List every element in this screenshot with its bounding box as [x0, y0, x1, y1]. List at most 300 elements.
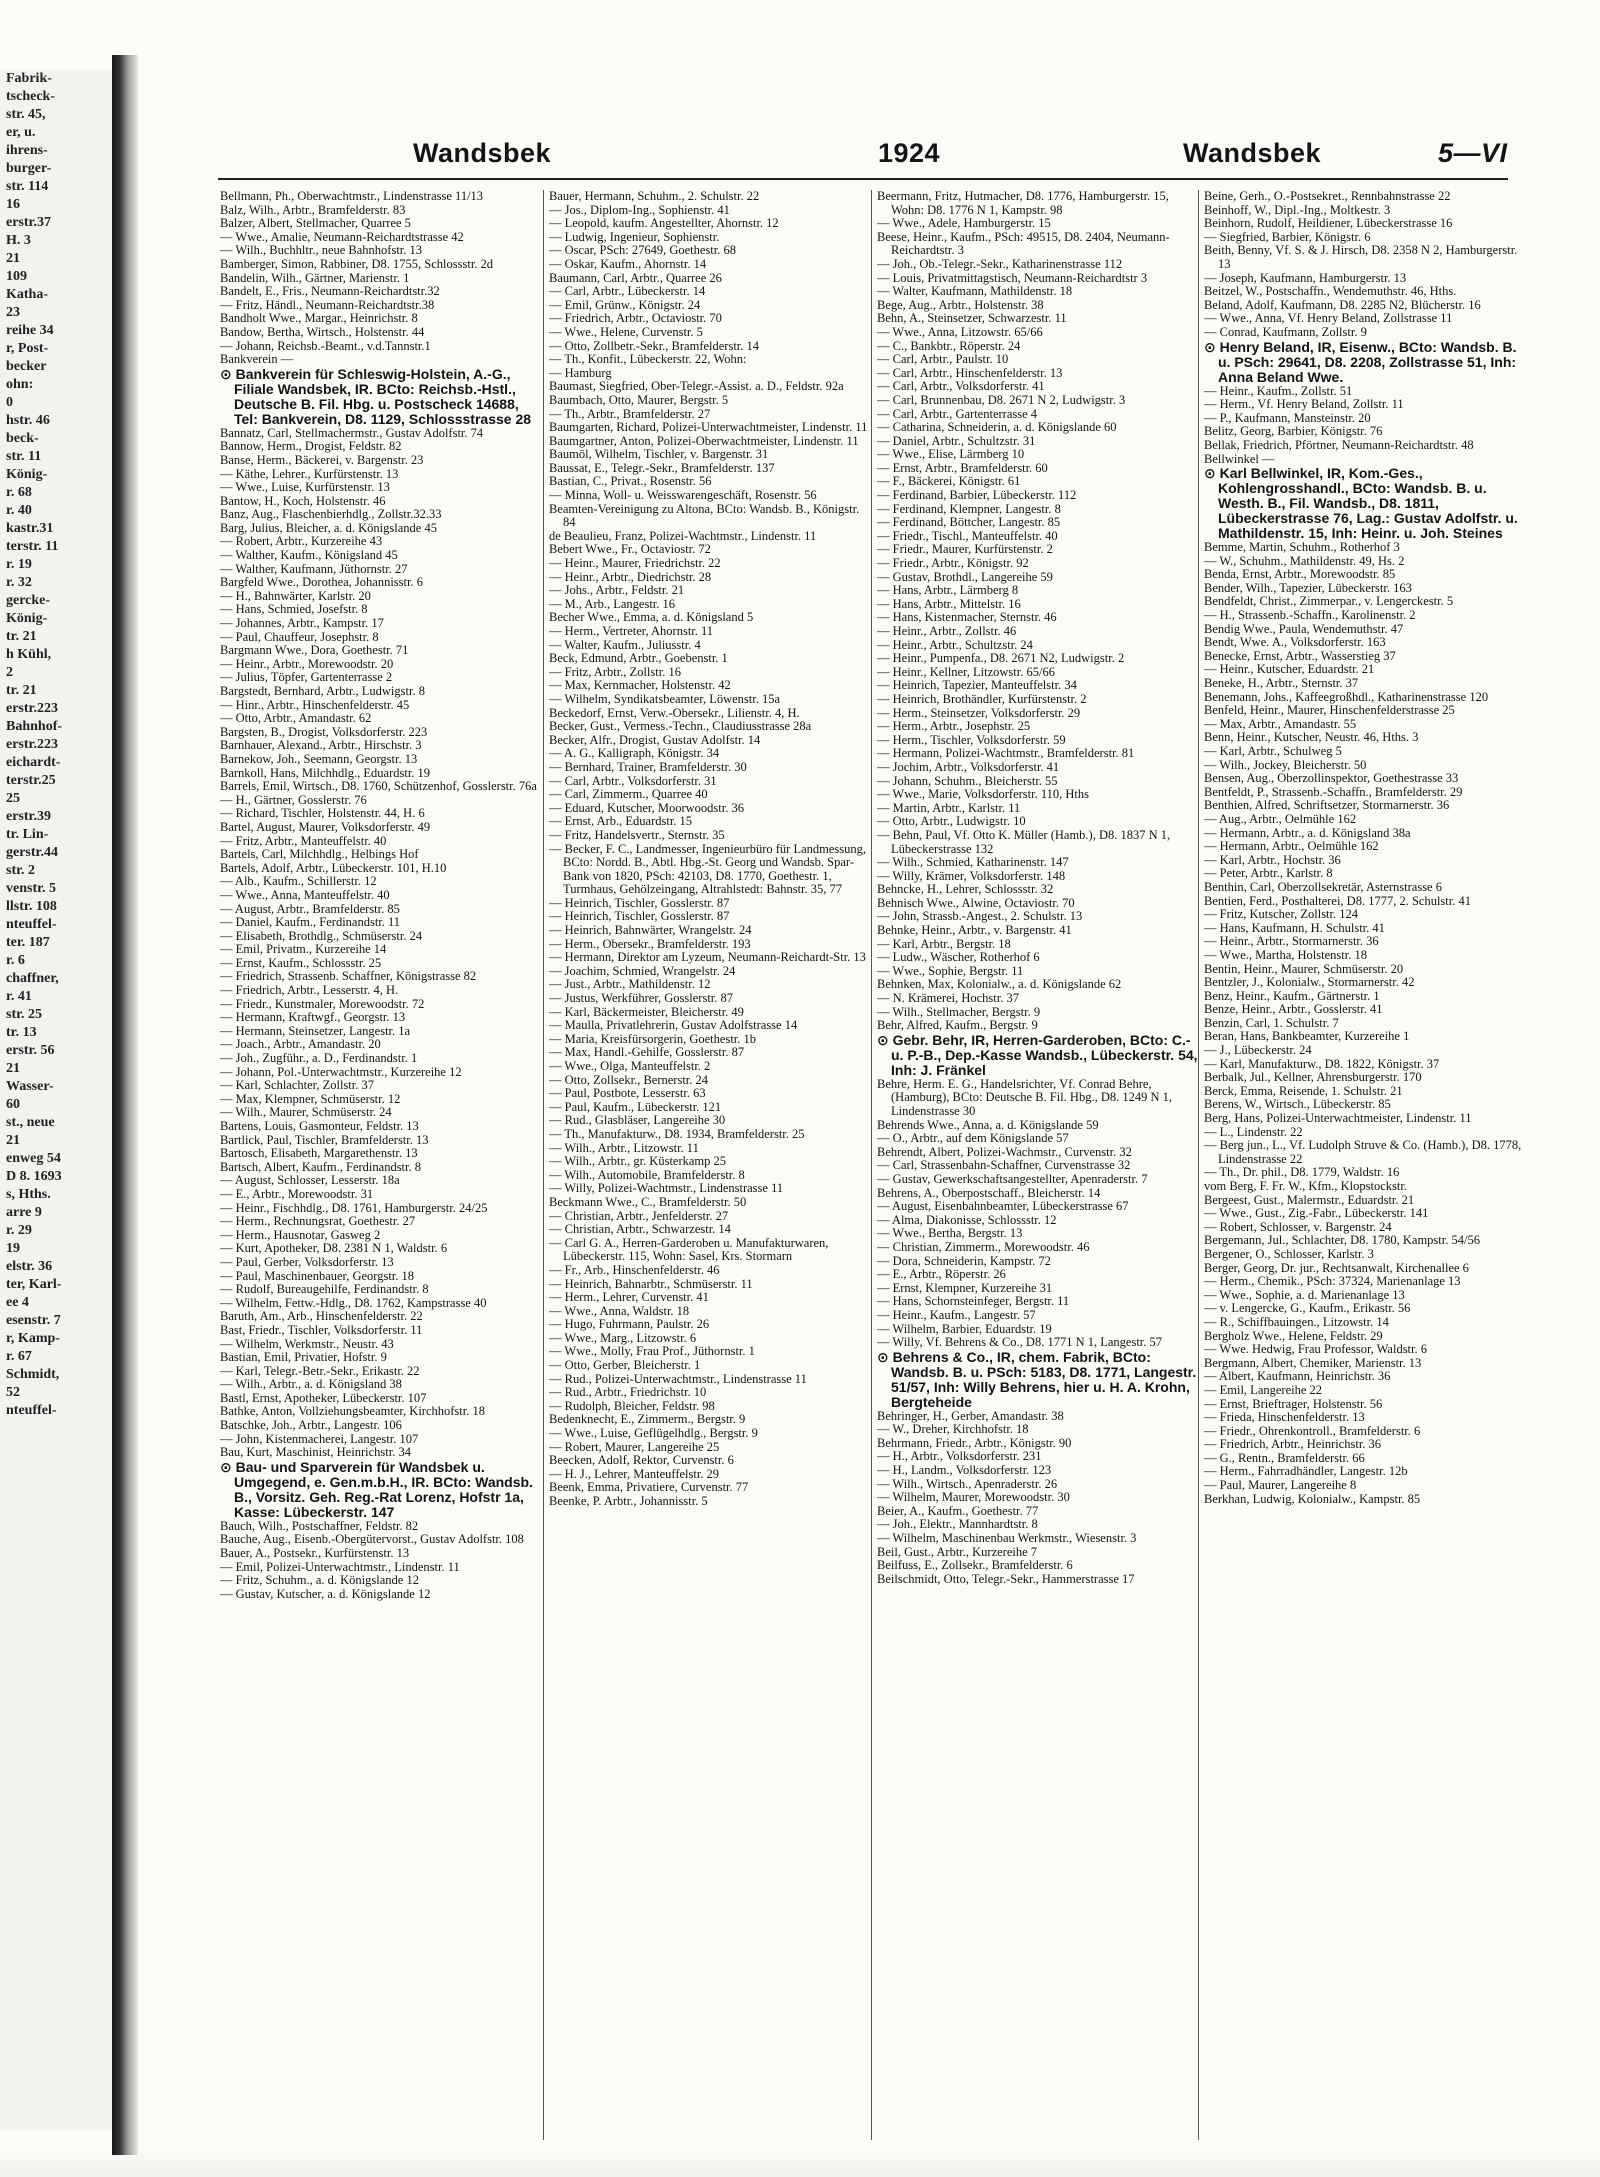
directory-entry: — Fritz, Kutscher, Zollstr. 124: [1204, 907, 1358, 922]
directory-entry: — Otto, Gerber, Bleicherstr. 1: [549, 1358, 701, 1373]
directory-entry: — Otto, Arbtr., Ludwigstr. 10: [877, 814, 1026, 829]
previous-page-fragment: König-: [6, 611, 48, 626]
directory-entry: — Wwe., Gust., Zig.-Fabr., Lübeckerstr. 141: [1204, 1206, 1429, 1221]
directory-entry: Bauer, Hermann, Schuhm., 2. Schulstr. 22: [549, 190, 760, 203]
previous-page-fragment: kastr.31: [6, 521, 54, 536]
previous-page-fragment: 2: [6, 665, 13, 680]
directory-entry: ⊙ Behrens & Co., IR, chem. Fabrik, BCto: Wandsb. B. u. PSch: 5183, D8. 1771, Langestr. 51/57, Inh: Willy Behrens, hier u. H. A. Krohn, Bergteheide: [877, 1348, 1197, 1410]
directory-entry: Beine, Gerh., O.-Postsekret., Rennbahnstrasse 22: [1204, 190, 1451, 203]
directory-entry: — Carl, Arbtr., Volksdorferstr. 31: [549, 773, 717, 788]
directory-entry: Becker, Gust., Vermess.-Techn., Claudiusstrasse 28a: [549, 719, 812, 734]
directory-entry: — A. G., Kalligraph, Königstr. 34: [549, 746, 720, 761]
directory-entry: — Joh., Ob.-Telegr.-Sekr., Katharinenstrasse 112: [877, 256, 1123, 271]
previous-page-fragment: ee 4: [6, 1295, 29, 1310]
directory-entry: — Friedr., Tischl., Manteuffelstr. 40: [877, 528, 1058, 543]
directory-entry: Bandow, Bertha, Wirtsch., Holstenstr. 44: [220, 324, 425, 339]
directory-entry: — Daniel, Kaufm., Ferdinandstr. 11: [220, 915, 401, 930]
directory-column-2: [549, 190, 871, 2140]
directory-entry: — Walther, Kaufm., Königsland 45: [220, 548, 398, 563]
directory-entry: Bandelt, E., Fris., Neumann-Reichardtstr.32: [220, 284, 440, 299]
directory-entry: Behnken, Max, Kolonialw., a. d. Königslande 62: [877, 977, 1122, 992]
directory-entry: Bergholz Wwe., Helene, Feldstr. 29: [1204, 1328, 1383, 1343]
previous-page-fragment: str. 114: [6, 179, 49, 194]
previous-page-fragment: str. 45,: [6, 107, 46, 122]
previous-page-fragment: ter, Karl-: [6, 1277, 62, 1292]
directory-entry: Bellmann, Ph., Oberwachtmstr., Lindenstrasse 11/13: [220, 190, 484, 203]
directory-entry: — Paul, Chauffeur, Josephstr. 8: [220, 629, 379, 644]
directory-entry: Baumgarten, Richard, Polizei-Unterwachtmeister, Lindenstr. 11: [549, 420, 868, 435]
directory-entry: Bannow, Herm., Drogist, Feldstr. 82: [220, 439, 402, 454]
directory-entry: Baussat, E., Telegr.-Sekr., Bramfelderstr. 137: [549, 460, 775, 475]
directory-entry: — Wwe. Hedwig, Frau Professor, Waldstr. 6: [1204, 1342, 1428, 1357]
directory-entry: — August, Eisenbahnbeamter, Lübeckerstrasse 67: [877, 1199, 1129, 1214]
directory-entry: — Louis, Privatmittagstisch, Neumann-Reichardtstr 3: [877, 270, 1148, 285]
directory-entry: Berg, Hans, Polizei-Unterwachtmeister, Lindenstr. 11: [1204, 1111, 1472, 1126]
directory-entry: Bensen, Aug., Oberzollinspektor, Goethestrasse 33: [1204, 771, 1459, 786]
directory-entry: — Conrad, Kaufmann, Zollstr. 9: [1204, 324, 1367, 339]
directory-entry: — Ernst, Arbtr., Bramfelderstr. 60: [877, 460, 1048, 475]
directory-entry: — Robert, Schlosser, v. Bargenstr. 24: [1204, 1219, 1392, 1234]
directory-entry: Bau, Kurt, Maschinist, Heinrichstr. 34: [220, 1445, 411, 1460]
directory-entry: — Wilh., Automobile, Bramfelderstr. 8: [549, 1167, 745, 1182]
directory-entry: — E., Arbtr., Röperstr. 26: [877, 1267, 1006, 1282]
directory-entry: Berger, Georg, Dr. jur., Rechtsanwalt, Kirchenallee 6: [1204, 1260, 1469, 1275]
directory-entry: — Max, Kernmacher, Holstenstr. 42: [549, 678, 731, 693]
directory-entry: Beinhoff, W., Dipl.-Ing., Moltkestr. 3: [1204, 202, 1391, 217]
previous-page-fragment: r, Kamp-: [6, 1331, 60, 1346]
directory-entry: Bergemann, Jul., Schlachter, D8. 1780, Kampstr. 54/56: [1204, 1233, 1480, 1248]
directory-entry: — Max, Handl.-Gehilfe, Gosslerstr. 87: [549, 1045, 745, 1060]
directory-entry: — Albert, Kaufmann, Heinrichstr. 36: [1204, 1369, 1391, 1384]
directory-entry: Beenke, P. Arbtr., Johannisstr. 5: [549, 1494, 708, 1508]
previous-page-fragment: str. 11: [6, 449, 42, 464]
previous-page-fragment: reihe 34: [6, 323, 54, 338]
directory-entry: Berkhan, Ludwig, Kolonialw., Kampstr. 85: [1204, 1491, 1421, 1506]
directory-entry: — Carl, Zimmerm., Quarree 40: [549, 787, 708, 802]
directory-entry: Beneke, H., Arbtr., Sternstr. 37: [1204, 676, 1359, 691]
directory-entry: — Robert, Maurer, Langereihe 25: [549, 1439, 720, 1454]
directory-entry: Banz, Aug., Flaschenbierhdlg., Zollstr.32.33: [220, 507, 442, 522]
directory-entry: — Paul, Kaufm., Lübeckerstr. 121: [549, 1099, 722, 1114]
directory-entry: Bauer, A., Postsekr., Kurfürstenstr. 13: [220, 1546, 410, 1561]
directory-entry: — Heinr., Kutscher, Eduardstr. 21: [1204, 662, 1375, 677]
directory-entry: — Oscar, PSch: 27649, Goethestr. 68: [549, 243, 736, 258]
previous-page-fragment: st., neue: [6, 1115, 55, 1130]
directory-entry: — Hans, Arbtr., Lärmberg 8: [877, 583, 1019, 598]
directory-entry: Bartels, Adolf, Arbtr., Lübeckerstr. 101, H.10: [220, 860, 447, 875]
directory-entry: — H., Landm., Volksdorferstr. 123: [877, 1463, 1052, 1478]
directory-column-1: [220, 190, 542, 2140]
directory-entry: — Wwe., Helene, Curvenstr. 5: [549, 324, 703, 339]
directory-entry: — Wwe., Marie, Volksdorferstr. 110, Hths: [877, 787, 1090, 802]
previous-page-fragment: 60: [6, 1097, 20, 1112]
directory-entry: — Fritz, Handelsvertr., Sternstr. 35: [549, 827, 725, 842]
directory-entry: Bartosch, Elisabeth, Margarethenstr. 13: [220, 1146, 418, 1161]
directory-entry: Bastian, Emil, Privatier, Hofstr. 9: [220, 1350, 387, 1365]
directory-entry: — Emil, Polizei-Unterwachtmstr., Lindenstr. 11: [220, 1559, 460, 1574]
directory-entry: — Karl, Bäckermeister, Bleicherstr. 49: [549, 1004, 744, 1019]
directory-entry: — Wilhelm, Maurer, Morewoodstr. 30: [877, 1490, 1070, 1505]
directory-entry: — Heinr., Arbtr., Stormarnerstr. 36: [1204, 934, 1379, 949]
directory-entry: — Herm., Rechnungsrat, Goethestr. 27: [220, 1214, 416, 1229]
directory-entry: — Wilh., Schmied, Katharinenstr. 147: [877, 855, 1069, 870]
directory-entry: — H., Strassenb.-Schaffn., Karolinenstr. 2: [1204, 608, 1416, 623]
directory-entry: — Heinr., Maurer, Friedrichstr. 22: [549, 556, 721, 571]
directory-entry: Benthin, Carl, Oberzollsekretär, Asternstrasse 6: [1204, 879, 1442, 894]
directory-entry: — Hermann, Direktor am Lyzeum, Neumann-Reichardt-Str. 13: [549, 950, 866, 965]
directory-entry: — Johann, Reichsb.-Beamt., v.d.Tannstr.1: [220, 338, 431, 353]
directory-entry: — Hans, Kaufmann, H. Schulstr. 41: [1204, 920, 1385, 935]
directory-entry: — Justus, Werkführer, Gosslerstr. 87: [549, 991, 734, 1006]
previous-page-fragment: terstr. 11: [6, 539, 59, 554]
directory-entry: — Max, Klempner, Schmüserstr. 12: [220, 1091, 401, 1106]
directory-entry: — Elisabeth, Brothdlg., Schmüserstr. 24: [220, 928, 423, 943]
directory-entry: — Karl, Manufakturw., D8. 1822, Königstr. 37: [1204, 1056, 1440, 1071]
directory-entry: Bargmann Wwe., Dora, Goethestr. 71: [220, 643, 409, 658]
directory-entry: — Hermann, Steinsetzer, Langestr. 1a: [220, 1023, 411, 1038]
directory-entry: — Wwe., Anna, Litzowstr. 65/66: [877, 324, 1043, 339]
directory-entry: — Friedr., Ohrenkontroll., Bramfelderstr. 6: [1204, 1423, 1421, 1438]
previous-page-fragment: erstr.223: [6, 701, 58, 716]
previous-page-fragment: burger-: [6, 161, 52, 176]
directory-entry: — Joh., Elektr., Mannhardtstr. 8: [877, 1517, 1038, 1532]
directory-entry: ⊙ Karl Bellwinkel, IR, Kom.-Ges., Kohlengrosshandl., BCto: Wandsb. B. u. Westh. B., Fil. Wandsb., D8. 1811, Lübeckerstrasse 76, Lag.: Gustav Adolfstr. u. Mathildenstr. 15, Inh: Heinr. u. Joh. Steines: [1204, 465, 1518, 542]
column-divider: [871, 190, 872, 2140]
directory-entry: — Wilh., Arbtr., Litzowstr. 11: [549, 1140, 699, 1155]
directory-entry: — G., Rentn., Bramfelderstr. 66: [1204, 1450, 1365, 1465]
directory-entry: Bandelin, Wilh., Gärtner, Marienstr. 1: [220, 270, 410, 285]
directory-entry: — Heinr., Kaufm., Langestr. 57: [877, 1307, 1036, 1322]
directory-entry: — Wwe., Olga, Manteuffelstr. 2: [549, 1059, 711, 1073]
directory-entry: — Kurt, Apotheker, D8. 2381 N 1, Waldstr. 6: [220, 1241, 448, 1256]
directory-entry: Bargsten, B., Drogist, Volksdorferstr. 223: [220, 724, 428, 739]
directory-entry: — Johann, Schuhm., Bleicherstr. 55: [877, 773, 1058, 788]
directory-entry: — Wwe., Molly, Frau Prof., Jüthornstr. 1: [549, 1344, 755, 1359]
directory-entry: — Wwe., Adele, Hamburgerstr. 15: [877, 216, 1051, 231]
header-city-left: Wandsbek: [413, 138, 552, 168]
directory-entry: Benemann, Johs., Kaffeegroßhdl., Katharinenstrasse 120: [1204, 689, 1489, 704]
directory-entry: — Catharina, Schneiderin, a. d. Königslande 60: [877, 420, 1117, 435]
directory-entry: Benecke, Ernst, Arbtr., Wasserstieg 37: [1204, 648, 1396, 663]
directory-entry: Beamten-Vereinigung zu Altona, BCto: Wandsb. B., Königstr. 84: [549, 501, 860, 530]
directory-entry: — Wilh., Buchhltr., neue Bahnhofstr. 13: [220, 243, 423, 258]
directory-entry: Barg, Julius, Bleicher, a. d. Königslande 45: [220, 520, 437, 535]
directory-entry: — Ferdinand, Barbier, Lübeckerstr. 112: [877, 488, 1077, 503]
directory-entry: Bastian, C., Privat., Rosenstr. 56: [549, 474, 712, 489]
directory-entry: Benn, Heinr., Kutscher, Neustr. 46, Hths. 3: [1204, 730, 1419, 745]
previous-page-fragment: s, Hths.: [6, 1187, 51, 1202]
directory-entry: — Wwe., Anna, Waldstr. 18: [549, 1303, 690, 1318]
directory-entry: Bargstedt, Bernhard, Arbtr., Ludwigstr. 8: [220, 684, 425, 698]
directory-entry: — Paul, Gerber, Volksdorferstr. 13: [220, 1254, 394, 1269]
directory-entry: — H., Gärtner, Gosslerstr. 76: [220, 792, 367, 807]
directory-entry: ⊙ Gebr. Behr, IR, Herren-Garderoben, BCto: C.- u. P.-B., Dep.-Kasse Wandsb., Lübeckerstr. 54, Inh: J. Fränkel: [877, 1031, 1198, 1078]
directory-entry: Beenk, Emma, Privatiere, Curvenstr. 77: [549, 1480, 749, 1495]
directory-entry: — John, Kistenmacherei, Langestr. 107: [220, 1431, 419, 1446]
previous-page-fragment: hstr. 46: [6, 413, 50, 428]
directory-entry: Benthien, Alfred, Schriftsetzer, Stormarnerstr. 36: [1204, 798, 1450, 813]
directory-entry: — Carl, Arbtr., Volksdorferstr. 41: [877, 379, 1045, 394]
directory-entry: Bendfeldt, Christ., Zimmerpar., v. Lengerckestr. 5: [1204, 594, 1454, 609]
directory-entry: — Johann, Pol.-Unterwachtmstr., Kurzereihe 12: [220, 1064, 462, 1079]
directory-entry: Baumöl, Wilhelm, Tischler, v. Bargenstr. 31: [549, 447, 769, 462]
directory-entry: — W., Dreher, Kirchhofstr. 18: [877, 1422, 1029, 1437]
directory-entry: — R., Schiffbauingen., Litzowstr. 14: [1204, 1314, 1389, 1329]
column-divider: [543, 190, 544, 2140]
previous-page-fragment: beck-: [6, 431, 39, 446]
book-gutter: [112, 55, 138, 2155]
directory-entry: Berck, Emma, Reisende, 1. Schulstr. 21: [1204, 1083, 1403, 1098]
directory-entry: Beilschmidt, Otto, Telegr.-Sekr., Hammerstrasse 17: [877, 1571, 1135, 1586]
previous-page-fragment: 0: [6, 395, 13, 410]
directory-entry: — Herm., Chemik., PSch: 37324, Marienanlage 13: [1204, 1274, 1461, 1289]
directory-entry: Bathke, Anton, Vollziehungsbeamter, Kirchhofstr. 18: [220, 1404, 485, 1419]
previous-page-fragment: becker: [6, 359, 47, 374]
previous-page-fragment: r. 19: [6, 557, 32, 572]
directory-entry: — Th., Dr. phil., D8. 1779, Waldstr. 16: [1204, 1165, 1400, 1180]
directory-entry: — Max, Arbtr., Amandastr. 55: [1204, 716, 1357, 731]
directory-entry: Bellwinkel —: [1204, 451, 1275, 466]
directory-entry: — Ludwig, Ingenieur, Sophienstr.: [549, 229, 720, 244]
directory-entry: — Frieda, Hinschenfelderstr. 13: [1204, 1410, 1365, 1425]
previous-page-fragment: Schmidt,: [6, 1367, 60, 1382]
directory-entry: — Heinr., Kaufm., Zollstr. 51: [1204, 383, 1353, 398]
directory-entry: — Christian, Zimmerm., Morewoodstr. 46: [877, 1239, 1090, 1254]
directory-entry: Bamberger, Simon, Rabbiner, D8. 1755, Schlossstr. 2d: [220, 256, 494, 271]
directory-entry: — Herm., Fahrradhändler, Langestr. 12b: [1204, 1464, 1408, 1479]
directory-entry: — Rud., Polizei-Unterwachtmstr., Lindenstrasse 11: [549, 1371, 807, 1386]
directory-entry: — Richard, Tischler, Holstenstr. 44, H. 6: [220, 806, 425, 821]
directory-entry: — Ernst, Arb., Eduardstr. 15: [549, 814, 693, 829]
directory-entry: Bendt, Wwe. A., Volksdorferstr. 163: [1204, 635, 1386, 650]
directory-entry: — Wwe., Amalie, Neumann-Reichardtstrasse 42: [220, 229, 464, 244]
directory-entry: — L., Lindenstr. 22: [1204, 1124, 1303, 1139]
column-divider: [1198, 190, 1199, 2140]
directory-entry: Beck, Edmund, Arbtr., Goebenstr. 1: [549, 651, 728, 666]
directory-entry: — Paul, Maschinenbauer, Georgstr. 18: [220, 1268, 415, 1283]
previous-page-fragment: nteuffel-: [6, 1403, 57, 1418]
directory-entry: — Martin, Arbtr., Karlstr. 11: [877, 800, 1021, 815]
directory-entry: — Walter, Kaufmann, Mathildenstr. 18: [877, 284, 1073, 299]
previous-page-fragment: 52: [6, 1385, 20, 1400]
directory-entry: — Herm., Hausnotar, Gasweg 2: [220, 1227, 381, 1242]
directory-entry: — Fr., Arb., Hinschenfelderstr. 46: [549, 1262, 720, 1277]
directory-entry: Baumgartner, Anton, Polizei-Oberwachtmeister, Lindenstr. 11: [549, 433, 859, 448]
directory-entry: Belitz, Georg, Barbier, Königstr. 76: [1204, 424, 1383, 439]
previous-page-fragment: esenstr. 7: [6, 1313, 61, 1328]
directory-entry: — H. J., Lehrer, Manteuffelstr. 29: [549, 1466, 720, 1481]
directory-entry: — Johs., Arbtr., Feldstr. 21: [549, 583, 685, 598]
directory-entry: — Wwe., Sophie, a. d. Marienanlage 13: [1204, 1287, 1405, 1302]
directory-entry: Bentin, Heinr., Maurer, Schmüserstr. 20: [1204, 961, 1404, 976]
directory-entry: — Bernhard, Trainer, Bramfelderstr. 30: [549, 759, 747, 774]
previous-page-fragment: Wasser-: [6, 1079, 54, 1094]
directory-entry: Bergmann, Albert, Chemiker, Marienstr. 13: [1204, 1355, 1422, 1370]
directory-entry: — Maria, Kreisfürsorgerin, Goethestr. 1b: [549, 1031, 757, 1046]
directory-entry: — Heinr., Pumpenfa., D8. 2671 N2, Ludwigstr. 2: [877, 651, 1125, 666]
header-city-right: Wandsbek: [1183, 138, 1322, 168]
directory-entry: — Heinrich, Brothändler, Kurfürstenstr. 2: [877, 691, 1087, 706]
header-rule: [218, 178, 1508, 180]
directory-entry: — Th., Arbtr., Bramfelderstr. 27: [549, 406, 711, 421]
directory-entry: Bergeest, Gust., Malermstr., Eduardstr. 21: [1204, 1192, 1415, 1207]
directory-entry: — Johannes, Arbtr., Kampstr. 17: [220, 616, 384, 631]
directory-entry: — F., Bäckerei, Königstr. 61: [877, 474, 1021, 489]
directory-entry: — Carl, Arbtr., Hinschenfelderstr. 13: [877, 365, 1063, 380]
directory-entry: Bartlick, Paul, Tischler, Bramfelderstr. 13: [220, 1132, 429, 1147]
directory-entry: Benze, Heinr., Arbtr., Gosslerstr. 41: [1204, 1002, 1383, 1017]
directory-entry: Bellak, Friedrich, Pförtner, Neumann-Reichardtstr. 48: [1204, 437, 1474, 452]
directory-entry: — Ernst, Klempner, Kurzereihe 31: [877, 1280, 1053, 1295]
directory-entry: — Carl, Arbtr., Lübeckerstr. 14: [549, 284, 706, 299]
directory-entry: Benz, Heinr., Kaufm., Gärtnerstr. 1: [1204, 988, 1380, 1003]
directory-entry: Behnisch Wwe., Alwine, Octaviostr. 70: [877, 895, 1075, 910]
directory-entry: Behncke, H., Lehrer, Schlossstr. 32: [877, 882, 1054, 897]
directory-entry: — Hinr., Arbtr., Hinschenfelderstr. 45: [220, 697, 410, 712]
directory-entry: — Heinrich, Bahnwärter, Wrangelstr. 24: [549, 923, 752, 938]
directory-entry: — Hermann, Arbtr., a. d. Königsland 38a: [1204, 825, 1411, 840]
directory-entry: — Wilh., Wirtsch., Apenraderstr. 26: [877, 1476, 1058, 1491]
previous-page-edge: [0, 70, 112, 2130]
directory-entry: Benzin, Carl, 1. Schulstr. 7: [1204, 1015, 1339, 1030]
directory-entry: vom Berg, F. Fr. W., Kfm., Klopstockstr.: [1204, 1179, 1407, 1193]
directory-entry: — P., Kaufmann, Mansteinstr. 20: [1204, 410, 1371, 425]
directory-entry: — J., Lübeckerstr. 24: [1204, 1043, 1312, 1058]
directory-entry: — Fritz, Händl., Neumann-Reichardtstr.38: [220, 297, 435, 312]
directory-entry: Baumann, Carl, Arbtr., Quarree 26: [549, 270, 722, 285]
directory-entry: — Heinrich, Bahnarbtr., Schmüserstr. 11: [549, 1276, 753, 1291]
directory-entry: — Paul, Postbote, Lesserstr. 63: [549, 1086, 706, 1101]
directory-entry: — Behn, Paul, Vf. Otto K. Müller (Hamb.), D8. 1837 N 1, Lübeckerstrasse 132: [877, 827, 1171, 856]
directory-entry: — Joh., Zugführ., a. D., Ferdinandstr. 1: [220, 1051, 418, 1066]
directory-entry: Beckedorf, Ernst, Verw.-Obersekr., Lilienstr. 4, H.: [549, 705, 800, 720]
directory-entry: Bentfeldt, P., Strassenb.-Schaffn., Bramfelderstr. 29: [1204, 784, 1463, 799]
directory-entry: — Aug., Arbtr., Oelmühle 162: [1204, 811, 1357, 826]
directory-entry: — Wilh., Jockey, Bleicherstr. 50: [1204, 757, 1367, 772]
directory-entry: Bauche, Aug., Eisenb.-Obergütervorst., Gustav Adolfstr. 108: [220, 1532, 524, 1547]
directory-entry: — Gustav, Brothdl., Langereihe 59: [877, 569, 1053, 584]
directory-entry: — Paul, Maurer, Langereihe 8: [1204, 1478, 1357, 1493]
directory-entry: — Wilhelm, Barbier, Eduardstr. 19: [877, 1321, 1052, 1336]
directory-entry: — Ferdinand, Klempner, Langestr. 8: [877, 501, 1061, 516]
directory-entry: — Wilhelm, Syndikatsbeamter, Löwenstr. 15a: [549, 691, 781, 706]
directory-entry: — Herm., Steinsetzer, Volksdorferstr. 29: [877, 705, 1081, 720]
directory-entry: — Willy, Krämer, Volksdorferstr. 148: [877, 868, 1066, 883]
previous-page-fragment: r. 40: [6, 503, 32, 518]
previous-page-fragment: 25: [6, 791, 20, 806]
directory-entry: Bentien, Ferd., Posthalterei, D8. 1777, 2. Schulstr. 41: [1204, 893, 1471, 908]
directory-entry: ⊙ Bankverein für Schleswig-Holstein, A.-G., Filiale Wandsbek, IR. BCto: Reichsb.-Hstl., Deutsche B. Fil. Hbg. u. Postscheck 14688, Tel: Bankverein, D8. 1129, Schlossstrasse 28: [220, 365, 532, 427]
directory-entry: — Emil, Privatm., Kurzereihe 14: [220, 942, 387, 957]
directory-entry: Bandholt Wwe., Margar., Heinrichstr. 8: [220, 311, 418, 326]
previous-page-fragment: enweg 54: [6, 1151, 61, 1166]
directory-entry: Bartels, Carl, Milchhdlg., Helbings Hof: [220, 847, 419, 862]
directory-entry: — Hermann, Kraftwgf., Georgstr. 13: [220, 1010, 406, 1025]
directory-entry: — Daniel, Arbtr., Schultzstr. 31: [877, 433, 1036, 448]
directory-entry: — Wwe., Luise, Geflügelhdlg., Bergstr. 9: [549, 1426, 758, 1441]
directory-entry: Berbalk, Jul., Kellner, Ahrensburgerstr. 170: [1204, 1070, 1422, 1085]
directory-entry: — Th., Konfit., Lübeckerstr. 22, Wohn:: [549, 352, 747, 367]
directory-entry: Bartsch, Albert, Kaufm., Ferdinandstr. 8: [220, 1159, 422, 1174]
previous-page-fragment: r. 29: [6, 1223, 32, 1238]
previous-page-fragment: gercke-: [6, 593, 51, 608]
directory-entry: — Rud., Arbtr., Friedrichstr. 10: [549, 1385, 707, 1400]
directory-entry: — Wwe., Luise, Kurfürstenstr. 13: [220, 480, 390, 495]
directory-entry: — Wwe., Martha, Holstenstr. 18: [1204, 947, 1367, 962]
directory-entry: — Käthe, Lehrer., Kurfürstenstr. 13: [220, 466, 399, 481]
directory-entry: — Jochim, Arbtr., Volksdorferstr. 41: [877, 759, 1060, 774]
directory-entry: — Wilh., Arbtr., a. d. Königsland 38: [220, 1377, 402, 1392]
directory-entry: Behrends Wwe., Anna, a. d. Königslande 59: [877, 1117, 1099, 1132]
previous-page-fragment: 21: [6, 1133, 20, 1148]
directory-entry: — Willy, Vf. Behrens & Co., D8. 1771 N 1, Langestr. 57: [877, 1335, 1163, 1350]
directory-entry: Barnekow, Joh., Seemann, Georgstr. 13: [220, 751, 418, 766]
directory-entry: — Leopold, kaufm. Angestellter, Ahornstr. 12: [549, 216, 779, 231]
directory-entry: — Heinrich, Tischler, Gosslerstr. 87: [549, 895, 730, 910]
previous-page-fragment: ter. 187: [6, 935, 50, 950]
directory-entry: Bastl, Ernst, Apotheker, Lübeckerstr. 107: [220, 1390, 427, 1405]
directory-entry: Bartens, Louis, Gasmonteur, Feldstr. 13: [220, 1119, 419, 1133]
directory-entry: — Herm., Lehrer, Curvenstr. 41: [549, 1290, 709, 1305]
directory-entry: — Hermann, Arbtr., Oelmühle 162: [1204, 839, 1379, 854]
directory-entry: — Carl, Arbtr., Gartenterrasse 4: [877, 406, 1038, 421]
directory-entry: — Wwe., Marg., Litzowstr. 6: [549, 1330, 697, 1345]
directory-entry: — Siegfried, Barbier, Königstr. 6: [1204, 229, 1371, 244]
previous-page-fragment: D 8. 1693: [6, 1169, 62, 1184]
directory-entry: Barrels, Emil, Wirtsch., D8. 1760, Schützenhof, Gosslerstr. 76a: [220, 779, 537, 794]
previous-page-fragment: str. 2: [6, 863, 36, 878]
previous-page-fragment: 23: [6, 305, 20, 320]
previous-page-fragment: 21: [6, 1061, 20, 1076]
directory-entry: Beith, Benny, Vf. S. & J. Hirsch, D8. 2358 N 2, Hamburgerstr. 13: [1204, 243, 1518, 271]
previous-page-fragment: König-: [6, 467, 48, 482]
directory-entry: — Wwe., Bertha, Bergstr. 13: [877, 1226, 1023, 1241]
previous-page-fragment: eichardt-: [6, 755, 61, 770]
directory-entry: — Friedrich, Arbtr., Octaviostr. 70: [549, 311, 722, 326]
directory-entry: — Wilhelm, Fettw.-Hdlg., D8. 1762, Kampstrasse 40: [220, 1295, 487, 1310]
previous-page-fragment: erstr. 56: [6, 1043, 55, 1058]
directory-entry: — August, Schlosser, Lesserstr. 18a: [220, 1173, 400, 1188]
directory-entry: — Julius, Töpfer, Gartenterrasse 2: [220, 670, 393, 685]
previous-page-fragment: terstr.25: [6, 773, 56, 788]
directory-entry: de Beaulieu, Franz, Polizei-Wachtmstr., Lindenstr. 11: [549, 528, 817, 543]
previous-page-fragment: Katha-: [6, 287, 48, 302]
directory-entry: — Minna, Woll- u. Weisswarengeschäft, Rosenstr. 56: [549, 488, 817, 503]
directory-entry: Baruth, Am., Arb., Hinschenfelderstr. 22: [220, 1309, 423, 1324]
directory-entry: Baumbach, Otto, Maurer, Bergstr. 5: [549, 392, 729, 407]
directory-entry: — Otto, Arbtr., Amandastr. 62: [220, 711, 372, 726]
directory-entry: — Heinr., Arbtr., Diedrichstr. 28: [549, 569, 712, 584]
directory-entry: — Berg jun., L., Vf. Ludolph Struve & Co. (Hamb.), D8. 1778, Lindenstrasse 22: [1204, 1138, 1522, 1166]
directory-entry: — N. Krämerei, Hochstr. 37: [877, 991, 1019, 1006]
directory-entry: Bankverein —: [220, 352, 294, 367]
directory-entry: — Carl G. A., Herren-Garderoben u. Manufakturwaren, Lübeckerstr. 115, Wohn: Sasel, Krs. Stormarn: [549, 1235, 829, 1264]
previous-page-fragment: nteuffel-: [6, 917, 57, 932]
directory-entry: Bender, Wilh., Tapezier, Lübeckerstr. 163: [1204, 580, 1412, 595]
directory-entry: Benfeld, Heinr., Maurer, Hinschenfelderstrasse 25: [1204, 703, 1455, 718]
directory-entry: — Wilh., Arbtr., gr. Küsterkamp 25: [549, 1154, 727, 1169]
directory-column-3: [877, 190, 1199, 2140]
directory-entry: — Alb., Kaufm., Schillerstr. 12: [220, 874, 377, 889]
previous-page-fragment: r. 6: [6, 953, 25, 968]
directory-entry: — Carl, Strassenbahn-Schaffner, Curvenstrasse 32: [877, 1158, 1131, 1173]
directory-entry: — Joach., Arbtr., Amandastr. 20: [220, 1037, 381, 1052]
directory-entry: — H., Arbtr., Volksdorferstr. 231: [877, 1449, 1042, 1464]
previous-page-fragment: r. 68: [6, 485, 32, 500]
directory-entry: — W., Schuhm., Mathildenstr. 49, Hs. 2: [1204, 553, 1405, 568]
directory-entry: Becher Wwe., Emma, a. d. Königsland 5: [549, 610, 754, 625]
directory-entry: Beermann, Fritz, Hutmacher, D8. 1776, Hamburgerstr. 15, Wohn: D8. 1776 N 1, Kampstr. 98: [877, 190, 1169, 217]
